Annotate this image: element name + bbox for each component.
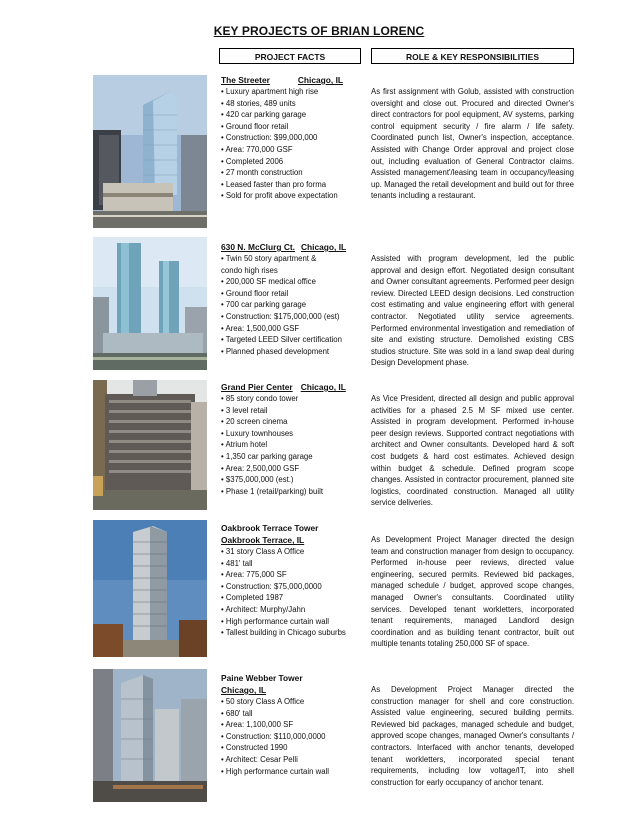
list-item: • Area: 2,500,000 GSF xyxy=(221,463,363,475)
list-item: • 50 story Class A Office xyxy=(221,696,363,708)
list-item: • $375,000,000 (est.) xyxy=(221,474,363,486)
oakbrook-facts xyxy=(221,522,363,639)
list-item: • Area: 770,000 GSF xyxy=(221,144,363,156)
facts-list xyxy=(221,696,363,777)
list-item: • Phase 1 (retail/parking) built xyxy=(221,486,363,498)
project-name: Grand Pier Center Chicago, IL xyxy=(221,382,346,392)
mcclurg-role: Assisted with program development, led the public approval and design effort. Negotiated design consultant and Owner consultant agreements. Performed peer design review. Directed LEED design decisions. Led construction cost estimating and value engineering effort with general contractor. Negotiated utility service agreements. Performed environmental investigation and remediation of site and existing structure. Demolished existing CBS studios structure. Site was sold in a land swap deal during Design Development phase. xyxy=(371,254,574,368)
list-item: • Area: 1,500,000 GSF xyxy=(221,323,363,335)
facts-list xyxy=(221,253,363,357)
list-item: • Planned phased development xyxy=(221,346,363,358)
role-header: ROLE & KEY RESPONSIBILITIES xyxy=(371,48,574,64)
list-item: • 700 car parking garage xyxy=(221,299,363,311)
list-item: • Area: 775,000 SF xyxy=(221,569,363,581)
list-item: • Luxury townhouses xyxy=(221,428,363,440)
list-item: • 48 stories, 489 units xyxy=(221,98,363,110)
list-item: condo high rises xyxy=(221,265,278,275)
list-item: • Sold for profit above expectation xyxy=(221,190,363,202)
page-title: KEY PROJECTS OF BRIAN LORENC xyxy=(213,24,425,38)
project-name: The Streeter Chicago, IL xyxy=(221,75,344,85)
list-item: • 27 month construction xyxy=(221,167,363,179)
grand-pier-photo xyxy=(93,380,207,510)
list-item: • Completed 2006 xyxy=(221,156,363,168)
list-item: • 1,350 car parking garage xyxy=(221,451,363,463)
list-item: • High performance curtain wall xyxy=(221,766,363,778)
list-item: • Targeted LEED Silver certification xyxy=(221,334,363,346)
list-item: • Atrium hotel xyxy=(221,439,363,451)
project-facts-header: PROJECT FACTS xyxy=(219,48,361,64)
list-item: • Architect: Cesar Pelli xyxy=(221,754,363,766)
list-item: • 481' tall xyxy=(221,558,363,570)
facts-list xyxy=(221,393,363,497)
streeter-photo xyxy=(93,75,207,228)
paine-webber-photo xyxy=(93,669,207,802)
list-item: • 85 story condo tower xyxy=(221,393,363,405)
list-item: • Twin 50 story apartment & xyxy=(221,253,363,265)
list-item: • Construction: $110,000,0000 xyxy=(221,731,363,743)
mcclurg-facts xyxy=(221,241,363,357)
project-location: Oakbrook Terrace, IL xyxy=(221,535,305,545)
list-item: • Completed 1987 xyxy=(221,592,363,604)
list-item: • Ground floor retail xyxy=(221,288,363,300)
list-item: • Leased faster than pro forma xyxy=(221,179,363,191)
oakbrook-photo xyxy=(93,520,207,657)
list-item: • Construction: $175,000,000 (est) xyxy=(221,311,363,323)
list-item: • 20 screen cinema xyxy=(221,416,363,428)
streeter-role: As first assignment with Golub, assisted with construction oversight and close out. Procured and directed Owner's direct contractors for pool equipment, AV systems, parking control equipment security / fire alarm / life safety. Coordinated punch list, Owner's inspection, acceptance. Assisted with Change Order approval and project close out, including evaluation of General Contractor claims. Assisted management'/leasing team in occupancy/leasing up. Managed the retail development and build out for three tenants including a restaurant. xyxy=(371,87,574,201)
list-item: • Tallest building in Chicago suburbs xyxy=(221,627,363,639)
facts-list xyxy=(221,86,363,202)
grand-pier-facts xyxy=(221,381,363,497)
list-item: • Architect: Murphy/Jahn xyxy=(221,604,363,616)
list-item: • 420 car parking garage xyxy=(221,109,363,121)
paine-webber-facts xyxy=(221,672,363,777)
grand-pier-role: As Vice President, directed all design and public approval activities for a phased 2.5 M SF mixed use center. Assisted in program development. Performed in-house peer design reviews. Supported contract negotiations with architect and Owner consultants. Developed hard & soft cost budgets & hard cost estimates. Achieved design within budget & schedule. Defined program scope changes. Assisted in contractor procurement, planned site logistics, coordinated construction. Managed all utility service deliveries. xyxy=(371,394,574,508)
list-item: • 31 story Class A Office xyxy=(221,546,363,558)
list-item: • 680' tall xyxy=(221,708,363,720)
list-item: • 3 level retail xyxy=(221,405,363,417)
project-name: Oakbrook Terrace Tower xyxy=(221,523,319,533)
project-location: Chicago, IL xyxy=(221,685,267,695)
list-item: • 200,000 SF medical office xyxy=(221,276,363,288)
list-item: • High performance curtain wall xyxy=(221,616,363,628)
project-name: 630 N. McClurg Ct. Chicago, IL xyxy=(221,242,347,252)
mcclurg-photo xyxy=(93,237,207,370)
list-item: • Ground floor retail xyxy=(221,121,363,133)
list-item: • Construction: $75,000,0000 xyxy=(221,581,363,593)
streeter-facts xyxy=(221,74,363,202)
list-item: • Luxury apartment high rise xyxy=(221,86,363,98)
list-item: • Construction: $99,000,000 xyxy=(221,132,363,144)
list-item: • Area: 1,100,000 SF xyxy=(221,719,363,731)
project-name: Paine Webber Tower xyxy=(221,673,303,683)
facts-list xyxy=(221,546,363,639)
oakbrook-role: As Development Project Manager directed the design team and construction manager from design to occupancy. Performed in-house peer reviews, directed value engineering, secured permits. Reviewed bid packages, managed schedule / budget, approved scope changes, managed Owner's consultants. Coordinated utility services. Developed tenant workletters, incorporated tenant requirements, managed Landlord design coordination and as building tenant contractor, built out multiple tenants totaling 250,000 SF of space. xyxy=(371,535,574,649)
list-item: • Constructed 1990 xyxy=(221,742,363,754)
paine-webber-role: As Development Project Manager directed the construction manager for shell and core construction. Assisted value engineering, secured building permits. Reviewed bid packages, managed schedule and budget, approved scope changes, managed Owner's consultants / contractors. Interfaced with anchor tenants, developed tenant workletters, incorporated special tenant requirements, including low voltage/IT, into shell construction for early occupancy of anchor tenant. xyxy=(371,685,574,787)
